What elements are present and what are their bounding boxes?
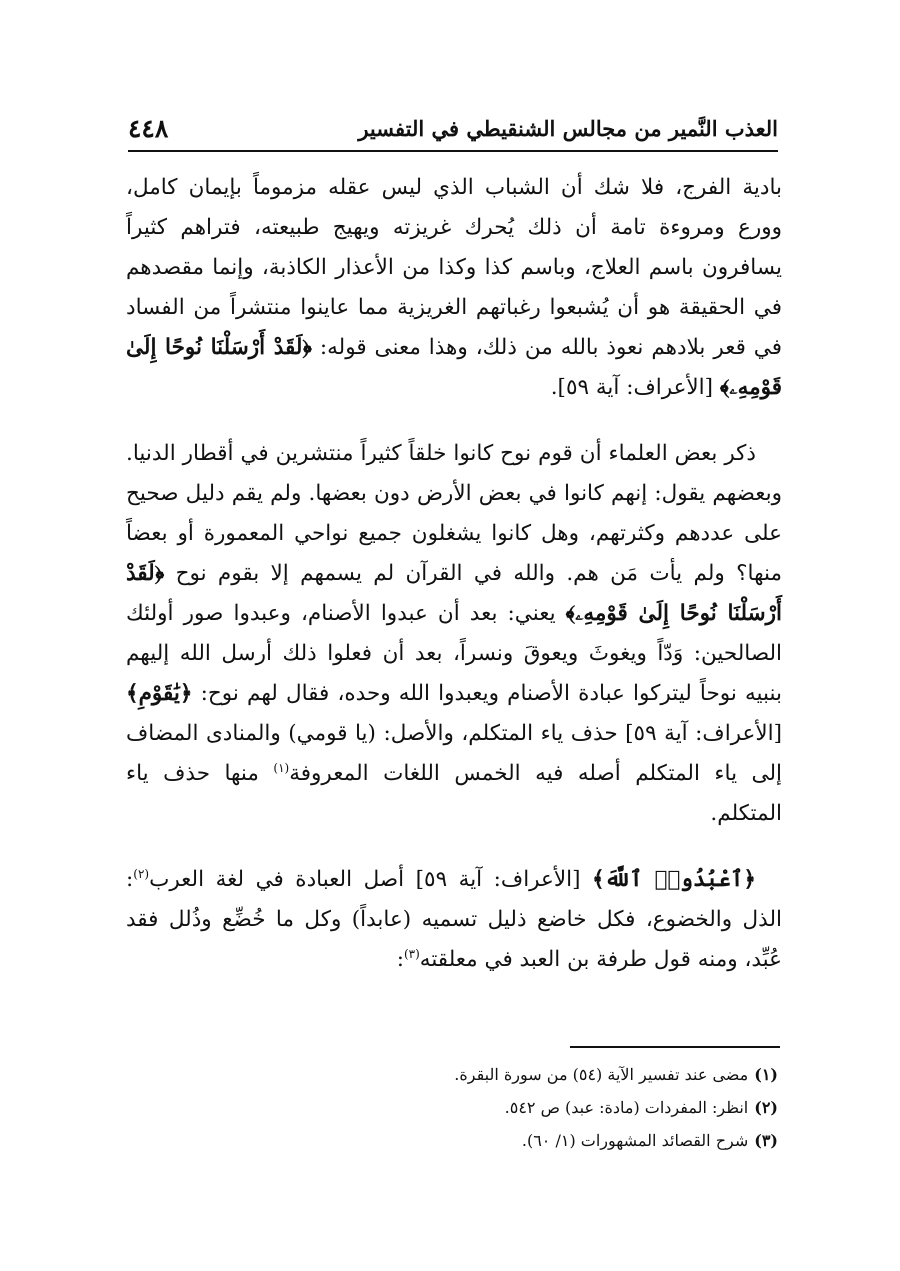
paragraph-1: بادية الفرج، فلا شك أن الشباب الذي ليس عقله مزموماً بإيمان كامل، وورع ومروءة تامة أن ذلك يُحرك غريزته ويهيج طبيعته، فتراهم كثيراً يسافرون باسم العلاج، وباسم كذا وكذا من الأعذار الكاذبة، وإنما مقصدهم في الحقيقة هو أن يُشبعوا رغباتهم الغريزية مما عاينوا منتشراً من الفساد في قعر بلادهم نعوذ بالله من ذلك، وهذا معنى قوله: ﴿لَقَدْ أَرْسَلْنَا نُوحًا إِلَىٰ قَوْمِهِۦ﴾ [الأعراف: آية ٥٩].	[126, 175, 782, 400]
footnote-divider	[570, 1046, 780, 1048]
book-title: العذب النَّمير من مجالس الشنقيطي في التفسير	[358, 116, 778, 141]
footnote-ref: (٢)	[133, 866, 150, 881]
quran-quote: ﴿لَقَدْ أَرْسَلْنَا نُوحًا إِلَىٰ قَوْمِهِۦ﴾	[126, 561, 782, 626]
footnote-2: (٢)انظر: المفردات (مادة: عبد) ص ٥٤٢.	[504, 1098, 778, 1117]
footnotes	[300, 1058, 778, 1157]
header-divider	[128, 150, 778, 152]
quran-quote: ﴿لَقَدْ أَرْسَلْنَا نُوحًا إِلَىٰ قَوْمِهِۦ﴾	[126, 335, 782, 400]
paragraph-3: ﴿ٱعْبُدُوا۟ ٱللَّهَ﴾ [الأعراف: آية ٥٩] أصل العبادة في لغة العرب$^{(٢)}$: الذل والخضوع، فكل خاضع ذليل تسميه (عابداً) وكل ما خُضِّع وذُلل فقد عُبِّد، ومنه قول طرفة بن العبد في معلقته$^{(٣)}$:	[126, 866, 782, 972]
footnote-ref: (٣)	[403, 946, 420, 961]
main-text	[126, 168, 782, 980]
quran-quote: ﴿يَٰقَوْمِ﴾	[126, 681, 193, 706]
paragraph-2: ذكر بعض العلماء أن قوم نوح كانوا خلقاً كثيراً منتشرين في أقطار الدنيا. وبعضهم يقول: إنهم كانوا في بعض الأرض دون بعضها. ولم يقم دليل صحيح على عددهم وكثرتهم، وهل كانوا يشغلون جميع نواحي المعمورة أو بعضاً منها؟ ولم يأت مَن هم. والله في القرآن لم يسمهم إلا بقوم نوح ﴿لَقَدْ أَرْسَلْنَا نُوحًا إِلَىٰ قَوْمِهِۦ﴾ يعني: بعد أن عبدوا الأصنام، وعبدوا صور أولئك الصالحين: وَدّاً ويغوثَ ويعوقَ ونسراً، بعد أن فعلوا ذلك أرسل الله إليهم بنبيه نوحاً ليتركوا عبادة الأصنام ويعبدوا الله وحده، فقال لهم نوح: ﴿يَٰقَوْمِ﴾ [الأعراف: آية ٥٩] حذف ياء المتكلم، والأصل: (يا قومي) والمنادى المضاف إلى ياء المتكلم أصله فيه الخمس اللغات المعروفة$^{(١)}$ منها حذف ياء المتكلم.	[126, 441, 782, 826]
running-header	[128, 110, 778, 152]
footnote-3: (٣)شرح القصائد المشهورات (١/ ٦٠).	[521, 1131, 778, 1150]
footnote-ref: (١)	[273, 760, 290, 775]
footnote-1: (١)مضى عند تفسير الآية (٥٤) من سورة البقرة.	[454, 1065, 778, 1084]
quran-quote: ﴿ٱعْبُدُوا۟ ٱللَّهَ﴾	[592, 867, 756, 892]
page-number: ٤٤٨	[128, 114, 169, 143]
